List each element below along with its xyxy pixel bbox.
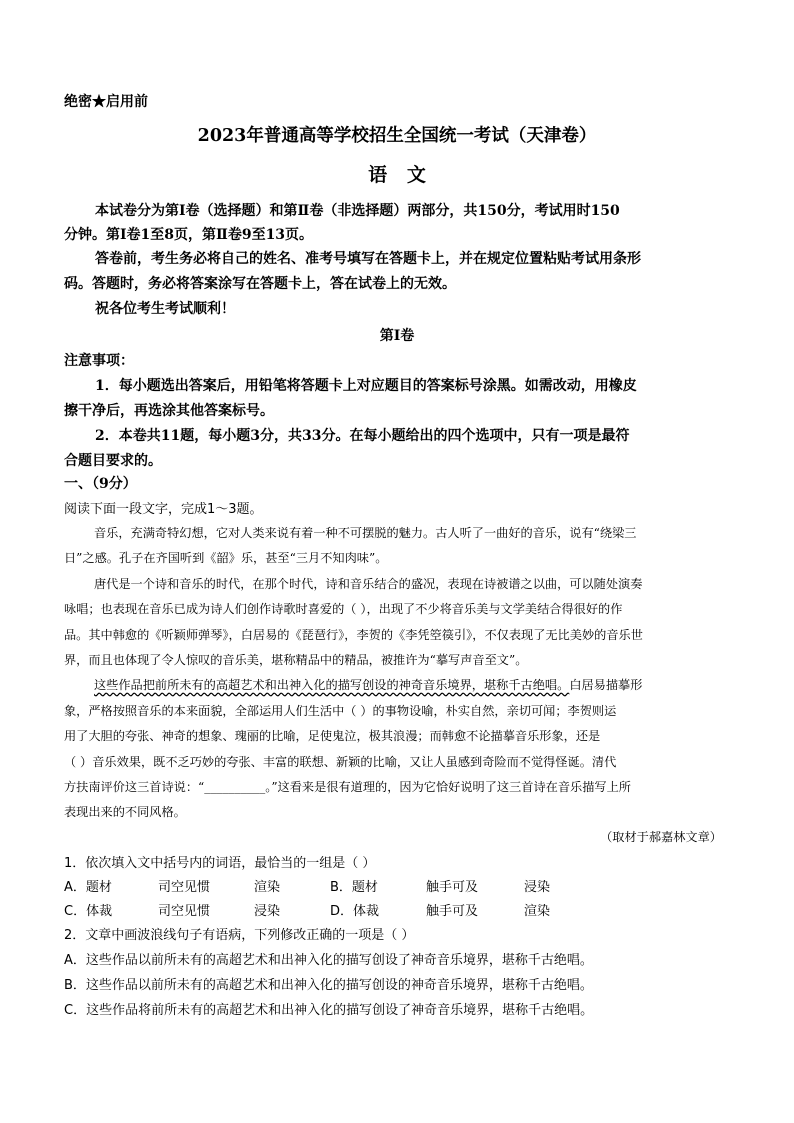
passage-line-11: 方扶南评价这三首诗说：“__________。”这看来是很有道理的，因为它恰好说明了这三首诗在音乐描写上所	[64, 780, 631, 794]
passage-line-8: 象，严格按照音乐的本来面貌，全部运用人们生活中（ ）的事物设喻，朴实自然，亲切可闻；李贺则运	[64, 704, 617, 718]
passage-line-4: 咏唱；也表现在音乐已成为诗人们创作诗歌时喜爱的（ ），出现了不少将音乐美与文学美结合得很好的作	[64, 602, 623, 616]
passage-line-9: 用了大胆的夸张、神奇的想象、瑰丽的比喻，足使鬼泣，极其浪漫；而韩愈不论描摹音乐形象，还是	[64, 729, 601, 743]
section-title: 第Ⅰ卷	[379, 328, 415, 344]
q1-option-d-word-2: 触手可及	[426, 904, 479, 919]
q2-option-b: B．这些作品以前所未有的高超艺术和出神入化的描写创设的神奇音乐境界，堪称千古绝唱。	[64, 978, 593, 993]
q1-option-c-word-2: 司空见惯	[158, 904, 211, 919]
subject-title: 语 文	[368, 164, 426, 186]
note-1-line-2: 擦干净后，再选涂其他答案标号。	[64, 403, 274, 419]
passage-line-3: 唐代是一个诗和音乐的时代，在那个时代，诗和音乐结合的盛况，表现在诗被谱之以曲，可以随处演奏	[94, 577, 643, 591]
note-2-line-2: 合题目要求的。	[64, 453, 162, 469]
question-2-stem: 2．文章中画波浪线句子有语病，下列修改正确的一项是（ ）	[64, 928, 415, 943]
q1-option-a-word-3: 渲染	[254, 880, 281, 895]
passage-line-6: 界，而且也体现了令人惊叹的音乐美，堪称精品中的精品，被推许为“摹写声音至文”。	[64, 653, 528, 667]
q1-option-a-label: A．题材	[64, 880, 112, 895]
q1-option-b-word-3: 浸染	[524, 880, 551, 895]
intro-paragraph-1-line-1: 本试卷分为第Ⅰ卷（选择题）和第Ⅱ卷（非选择题）两部分，共150分，考试用时150	[95, 203, 620, 219]
notes-heading: 注意事项：	[64, 353, 134, 369]
q1-option-d-label: D．体裁	[330, 904, 380, 919]
part-1-instruction: 阅读下面一段文字，完成1～3题。	[64, 502, 263, 517]
passage-line-5: 品。其中韩愈的《听颖师弹琴》，白居易的《琵琶行》，李贺的《李凭箜篌引》，不仅表现了无比美妙的音乐世	[64, 628, 643, 642]
secret-label: 绝密★启用前	[64, 94, 148, 110]
q1-option-b-label: B．题材	[330, 880, 378, 895]
intro-paragraph-3: 祝各位考生考试顺利！	[95, 301, 235, 317]
passage-line-12: 表现出来的不同风格。	[64, 805, 186, 819]
q2-option-c: C．这些作品将前所未有的高超艺术和出神入化的描写创设了神奇音乐境界，堪称千古绝唱。	[64, 1003, 594, 1018]
passage-line-7	[94, 676, 642, 693]
part-1-heading: 一、（9分）	[64, 476, 137, 492]
q2-option-a: A．这些作品以前所未有的高超艺术和出神入化的描写创设了神奇音乐境界，堪称千古绝唱。	[64, 953, 593, 968]
passage-line-1: 音乐，充满奇特幻想，它对人类来说有着一种不可摆脱的魅力。古人听了一曲好的音乐，说有“绕梁三	[94, 526, 637, 540]
q1-option-a-word-2: 司空见惯	[158, 880, 211, 895]
question-1-stem: 1．依次填入文中括号内的词语，最恰当的一组是（ ）	[64, 856, 376, 871]
exam-title: 2023年普通高等学校招生全国统一考试（天津卷）	[197, 126, 597, 146]
q1-option-b-word-2: 触手可及	[426, 880, 479, 895]
intro-paragraph-1-line-2: 分钟。第Ⅰ卷1至8页，第Ⅱ卷9至13页。	[64, 227, 314, 243]
q1-option-d-word-3: 渲染	[524, 904, 551, 919]
intro-paragraph-2-line-2: 码。答题时，务必将答案涂写在答题卡上，答在试卷上的无效。	[64, 276, 456, 292]
q1-option-c-label: C．体裁	[64, 904, 113, 919]
wavy-underlined-sentence: 这些作品把前所未有的高超艺术和出神入化的描写创设的神奇音乐境界，堪称千古绝唱。	[94, 678, 570, 692]
passage-source: （取材于郝嘉林文章）	[600, 830, 722, 844]
intro-paragraph-2-line-1: 答卷前，考生务必将自己的姓名、准考号填写在答题卡上，并在规定位置粘贴考试用条形	[95, 251, 641, 267]
q1-option-c-word-3: 浸染	[254, 904, 281, 919]
passage-line-7-rest: 白居易描摹形	[569, 678, 643, 692]
passage-line-2: 日”之感。孔子在齐国听到《韶》乐，甚至“三月不知肉味”。	[64, 551, 388, 565]
passage-line-10: （ ）音乐效果，既不乏巧妙的夸张、丰富的联想、新颖的比喻，又让人虽感到奇险而不觉得怪诞。清代	[64, 755, 617, 769]
note-1-line-1: 1．每小题选出答案后，用铅笔将答题卡上对应题目的答案标号涂黑。如需改动，用橡皮	[95, 378, 637, 394]
note-2-line-1: 2．本卷共11题，每小题3分，共33分。在每小题给出的四个选项中，只有一项是最符	[95, 428, 630, 444]
